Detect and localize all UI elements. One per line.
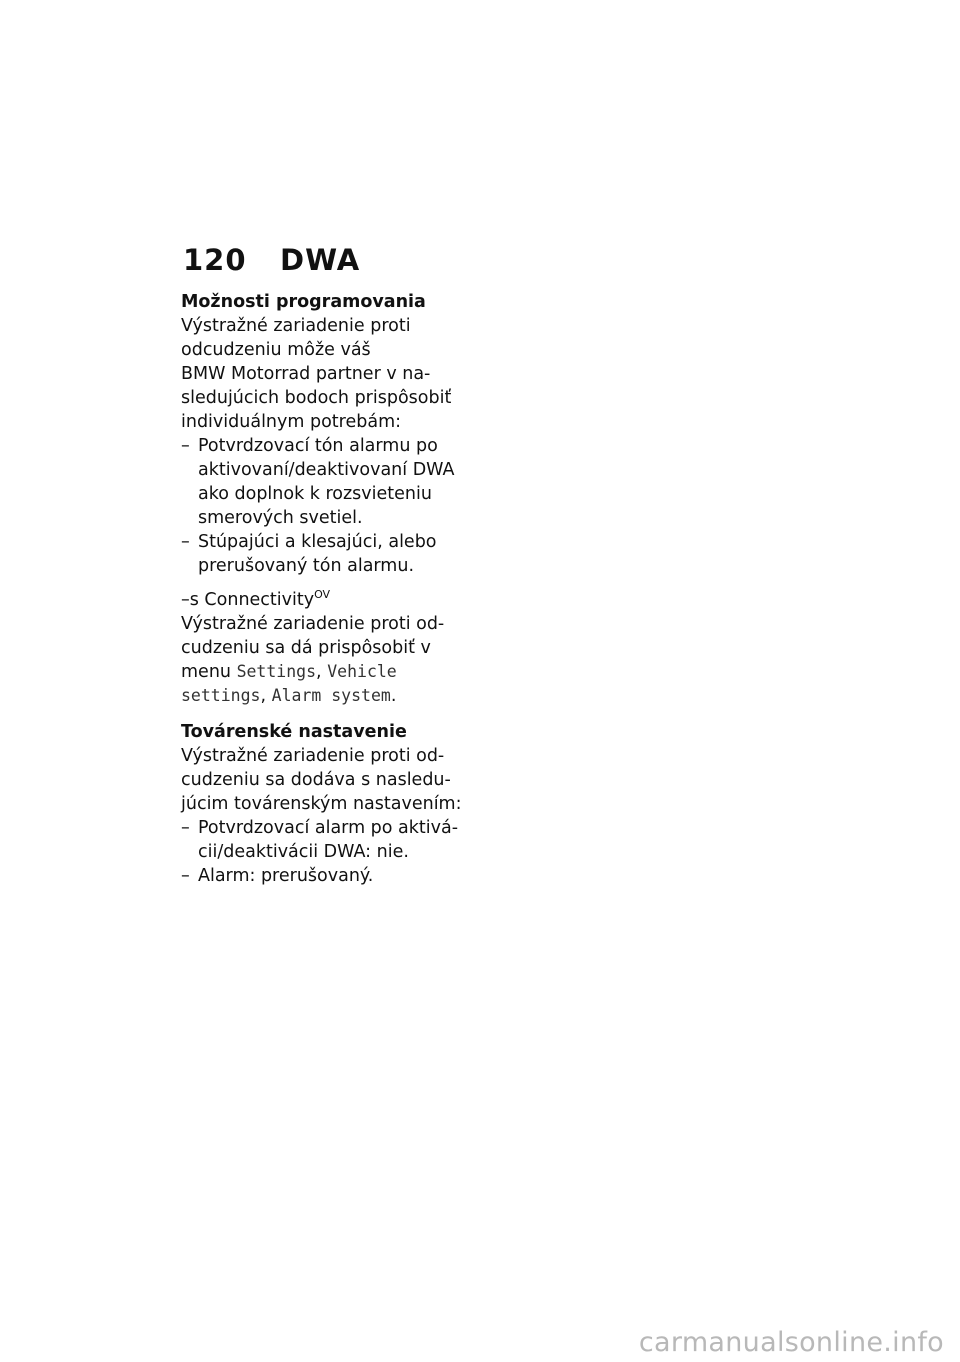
paragraph-line: Výstražné zariadenie proti od- (181, 746, 445, 766)
list-item-line: Potvrdzovací tón alarmu po (198, 436, 438, 456)
menu-settings: Settings (236, 662, 317, 681)
list-item (181, 816, 481, 864)
watermark: carmanualsonline.info (638, 1327, 944, 1358)
list-item (181, 864, 481, 888)
page-header (183, 242, 360, 278)
menu-period: . (390, 686, 397, 706)
paragraph-line: júcim továrenským nastavením: (181, 794, 462, 814)
menu-path-line (181, 684, 481, 708)
list-dash: – (181, 818, 190, 838)
section-title: DWA (280, 243, 361, 277)
menu-separator: , (316, 662, 322, 682)
list-item (181, 434, 481, 530)
menu-vehicle-settings: settings (181, 686, 261, 705)
paragraph-line: individuálnym potrebám: (181, 412, 402, 432)
list-item-line: ako doplnok k rozsvieteniu (198, 484, 432, 504)
menu-vehicle: Vehicle (327, 662, 397, 681)
menu-separator: , (260, 686, 267, 706)
paragraph-line: odcudzeniu môže váš (181, 340, 371, 360)
list-item-line: Stúpajúci a klesajúci, alebo (198, 532, 437, 552)
list-item-line: Alarm: prerušovaný. (198, 866, 374, 886)
list-dash: – (181, 436, 190, 456)
list-dash: – (181, 866, 190, 886)
page-content (181, 290, 481, 888)
list-item-line: prerušovaný tón alarmu. (198, 556, 415, 576)
menu-path-line (181, 660, 481, 684)
menu-prefix: menu (181, 662, 237, 682)
paragraph-line: cudzeniu sa dodáva s nasledu- (181, 770, 451, 790)
menu-alarm-system: Alarm system (271, 686, 391, 705)
option-dash: – (181, 590, 190, 610)
paragraph-line: cudzeniu sa dá prispôsobiť v (181, 638, 431, 658)
list-item-line: smerových svetiel. (198, 508, 363, 528)
option-superscript: OV (314, 588, 331, 601)
paragraph-line: BMW Motorrad partner v na- (181, 364, 431, 384)
heading-programming-options: Možnosti programovania (181, 292, 426, 312)
option-label: s Connectivity (189, 590, 315, 610)
page-number: 120 (183, 243, 247, 277)
list-item-line: cii/deaktivácii DWA: nie. (198, 842, 409, 862)
connectivity-option (181, 588, 481, 612)
list-dash: – (181, 532, 190, 552)
list-item-line: aktivovaní/deaktivovaní DWA (198, 460, 455, 480)
list-item (181, 530, 481, 578)
paragraph-line: Výstražné zariadenie proti (181, 316, 411, 336)
paragraph-line: Výstražné zariadenie proti od- (181, 614, 445, 634)
paragraph-line: sledujúcich bodoch prispôsobiť (181, 388, 452, 408)
heading-factory-settings: Továrenské nastavenie (181, 722, 407, 742)
list-item-line: Potvrdzovací alarm po aktivá- (198, 818, 459, 838)
